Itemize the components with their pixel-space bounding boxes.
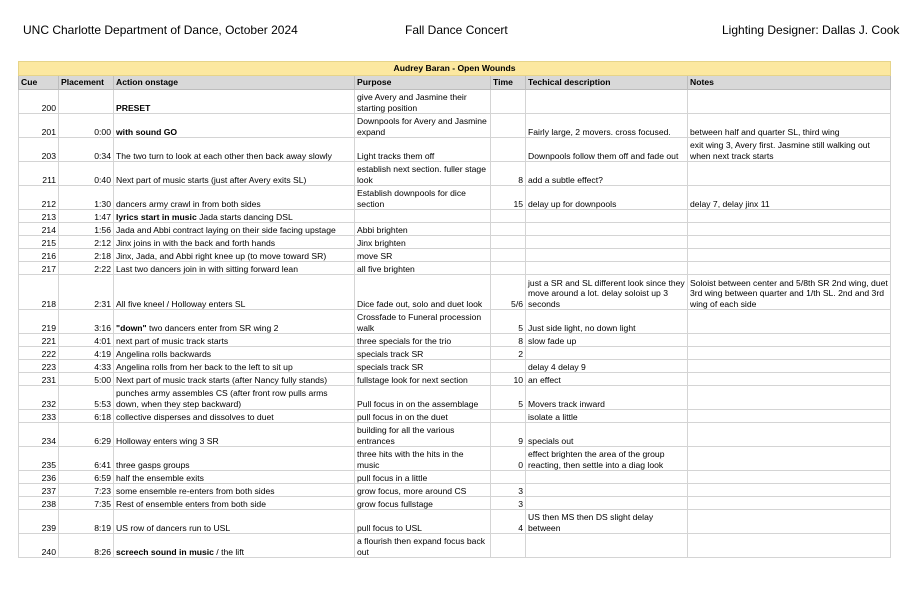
purpose-cell: fullstage look for next section [355, 373, 491, 386]
purpose-cell: Crossfade to Funeral procession walk [355, 310, 491, 334]
time-cell: 5/6 [491, 275, 526, 310]
time-cell [491, 471, 526, 484]
document-header-right: Lighting Designer: Dallas J. Cook [722, 23, 900, 37]
action-text: Rest of ensemble enters from both side [116, 498, 266, 509]
time-cell [491, 410, 526, 423]
time-cell [491, 223, 526, 236]
notes-cell: Soloist between center and 5/8th SR 2nd wing, duet 3rd wing between quarter and 1/th SL. 2nd and 3rd wing of each side [688, 275, 891, 310]
placement-cell: 2:22 [59, 262, 114, 275]
cue-number-cell: 221 [19, 334, 59, 347]
table-row [19, 360, 891, 373]
cue-number-cell: 214 [19, 223, 59, 236]
placement-cell: 1:30 [59, 186, 114, 210]
action-cell [114, 360, 355, 373]
table-row [19, 410, 891, 423]
placement-cell: 8:19 [59, 510, 114, 534]
time-cell [491, 236, 526, 249]
action-text: Last two dancers join in with sitting forward lean [116, 263, 298, 274]
time-cell [491, 114, 526, 138]
technical-description-cell [526, 262, 688, 275]
notes-cell [688, 447, 891, 471]
notes-cell [688, 360, 891, 373]
cue-number-cell: 233 [19, 410, 59, 423]
column-header-action: Action onstage [114, 76, 355, 90]
action-cell [114, 471, 355, 484]
placement-cell: 0:40 [59, 162, 114, 186]
action-cell [114, 210, 355, 223]
cue-number-cell: 239 [19, 510, 59, 534]
action-text: Holloway enters wing 3 SR [116, 435, 219, 446]
cue-number-cell: 232 [19, 386, 59, 410]
action-cell [114, 162, 355, 186]
table-row [19, 373, 891, 386]
column-header-tech: Techical description [526, 76, 688, 90]
table-row [19, 114, 891, 138]
action-cell [114, 410, 355, 423]
time-cell: 2 [491, 347, 526, 360]
technical-description-cell: add a subtle effect? [526, 162, 688, 186]
technical-description-cell: US then MS then DS slight delay between [526, 510, 688, 534]
notes-cell: exit wing 3, Avery first. Jasmine still walking out when next track starts [688, 138, 891, 162]
technical-description-cell [526, 249, 688, 262]
action-text: punches army assembles CS (after front row pulls arms down, when they step backward) [116, 388, 328, 409]
cue-number-cell: 240 [19, 534, 59, 558]
placement-cell: 4:19 [59, 347, 114, 360]
time-cell: 3 [491, 484, 526, 497]
placement-cell: 5:53 [59, 386, 114, 410]
action-text: Jada and Abbi contract laying on their side facing upstage [116, 224, 336, 235]
notes-cell [688, 210, 891, 223]
action-cell [114, 275, 355, 310]
notes-cell [688, 262, 891, 275]
technical-description-cell [526, 534, 688, 558]
technical-description-cell [526, 484, 688, 497]
cue-number-cell: 211 [19, 162, 59, 186]
action-cell [114, 186, 355, 210]
notes-cell [688, 423, 891, 447]
document-header-left: UNC Charlotte Department of Dance, October 2024 [23, 23, 298, 37]
action-emphasis-text: with sound GO [116, 126, 178, 137]
notes-cell [688, 310, 891, 334]
cue-number-cell: 213 [19, 210, 59, 223]
purpose-cell: establish next section. fuller stage look [355, 162, 491, 186]
column-header-row [19, 76, 891, 90]
notes-cell [688, 484, 891, 497]
action-text: two dancers enter from SR wing 2 [146, 322, 279, 333]
document-header-center: Fall Dance Concert [405, 23, 508, 37]
time-cell [491, 249, 526, 262]
technical-description-cell: effect brighten the area of the group reacting, then settle into a diag look [526, 447, 688, 471]
action-cell [114, 114, 355, 138]
table-row [19, 138, 891, 162]
column-header-notes: Notes [688, 76, 891, 90]
notes-cell [688, 534, 891, 558]
placement-cell: 2:18 [59, 249, 114, 262]
technical-description-cell: an effect [526, 373, 688, 386]
table-row [19, 423, 891, 447]
cue-number-cell: 219 [19, 310, 59, 334]
cue-number-cell: 237 [19, 484, 59, 497]
technical-description-cell: specials out [526, 423, 688, 447]
column-header-time: Time [491, 76, 526, 90]
time-cell [491, 210, 526, 223]
time-cell: 8 [491, 334, 526, 347]
action-text: collective disperses and dissolves to duet [116, 411, 274, 422]
placement-cell: 6:59 [59, 471, 114, 484]
time-cell: 8 [491, 162, 526, 186]
time-cell: 15 [491, 186, 526, 210]
action-cell [114, 310, 355, 334]
technical-description-cell [526, 90, 688, 114]
table-row [19, 534, 891, 558]
action-text: Jinx, Jada, and Abbi right knee up (to move toward SR) [116, 250, 327, 261]
notes-cell [688, 497, 891, 510]
time-cell: 0 [491, 447, 526, 471]
piece-title: Audrey Baran - Open Wounds [19, 62, 891, 76]
technical-description-cell: Fairly large, 2 movers. cross focused. [526, 114, 688, 138]
purpose-cell: grow focus, more around CS [355, 484, 491, 497]
purpose-cell: give Avery and Jasmine their starting position [355, 90, 491, 114]
action-cell [114, 262, 355, 275]
notes-cell [688, 386, 891, 410]
column-header-placement: Placement [59, 76, 114, 90]
notes-cell [688, 471, 891, 484]
notes-cell [688, 236, 891, 249]
notes-cell [688, 373, 891, 386]
placement-cell: 3:16 [59, 310, 114, 334]
action-text: three gasps groups [116, 459, 190, 470]
notes-cell [688, 347, 891, 360]
notes-cell [688, 510, 891, 534]
purpose-cell: pull focus to USL [355, 510, 491, 534]
notes-cell [688, 162, 891, 186]
action-cell [114, 334, 355, 347]
purpose-cell: Abbi brighten [355, 223, 491, 236]
purpose-cell: building for all the various entrances [355, 423, 491, 447]
table-row [19, 275, 891, 310]
table-row [19, 447, 891, 471]
placement-cell: 2:12 [59, 236, 114, 249]
table-row [19, 249, 891, 262]
time-cell: 5 [491, 386, 526, 410]
time-cell: 3 [491, 497, 526, 510]
time-cell [491, 534, 526, 558]
table-row [19, 510, 891, 534]
technical-description-cell [526, 210, 688, 223]
notes-cell [688, 334, 891, 347]
table-row [19, 334, 891, 347]
placement-cell: 6:29 [59, 423, 114, 447]
action-cell [114, 223, 355, 236]
cue-number-cell: 201 [19, 114, 59, 138]
cue-number-cell: 235 [19, 447, 59, 471]
placement-cell: 0:34 [59, 138, 114, 162]
purpose-cell: grow focus fullstage [355, 497, 491, 510]
action-emphasis-text: lyrics start in music [116, 211, 197, 222]
table-row [19, 347, 891, 360]
table-row [19, 162, 891, 186]
placement-cell: 1:56 [59, 223, 114, 236]
cue-number-cell: 234 [19, 423, 59, 447]
table-row [19, 497, 891, 510]
placement-cell: 7:23 [59, 484, 114, 497]
action-cell [114, 90, 355, 114]
placement-cell: 4:01 [59, 334, 114, 347]
notes-cell: between half and quarter SL, third wing [688, 114, 891, 138]
purpose-cell: Pull focus in on the assemblage [355, 386, 491, 410]
cue-number-cell: 222 [19, 347, 59, 360]
purpose-cell [355, 210, 491, 223]
cue-number-cell: 203 [19, 138, 59, 162]
cue-number-cell: 212 [19, 186, 59, 210]
table-row [19, 262, 891, 275]
cue-number-cell: 215 [19, 236, 59, 249]
action-text: Angelina rolls from her back to the left to sit up [116, 361, 293, 372]
purpose-cell: specials track SR [355, 360, 491, 373]
technical-description-cell [526, 471, 688, 484]
action-cell [114, 138, 355, 162]
technical-description-cell [526, 347, 688, 360]
cue-number-cell: 223 [19, 360, 59, 373]
action-text: next part of music track starts [116, 335, 229, 346]
purpose-cell: specials track SR [355, 347, 491, 360]
cue-number-cell: 218 [19, 275, 59, 310]
action-text: All five kneel / Holloway enters SL [116, 298, 246, 309]
placement-cell: 7:35 [59, 497, 114, 510]
action-cell [114, 510, 355, 534]
action-text: The two turn to look at each other then back away slowly [116, 150, 332, 161]
technical-description-cell [526, 497, 688, 510]
action-text: US row of dancers run to USL [116, 522, 231, 533]
cue-number-cell: 200 [19, 90, 59, 114]
placement-cell: 2:31 [59, 275, 114, 310]
action-cell [114, 386, 355, 410]
placement-cell: 6:41 [59, 447, 114, 471]
purpose-cell: Jinx brighten [355, 236, 491, 249]
action-cell [114, 236, 355, 249]
table-row [19, 90, 891, 114]
technical-description-cell: Movers track inward [526, 386, 688, 410]
action-cell [114, 534, 355, 558]
action-text: Angelina rolls backwards [116, 348, 212, 359]
action-cell [114, 373, 355, 386]
notes-cell [688, 249, 891, 262]
table-row [19, 484, 891, 497]
purpose-cell: pull focus in on the duet [355, 410, 491, 423]
action-text: half the ensemble exits [116, 472, 204, 483]
action-cell [114, 447, 355, 471]
purpose-cell: Dice fade out, solo and duet look [355, 275, 491, 310]
technical-description-cell: isolate a little [526, 410, 688, 423]
action-emphasis-text: "down" [116, 322, 147, 333]
table-row [19, 186, 891, 210]
technical-description-cell [526, 236, 688, 249]
cue-sheet-table [18, 61, 891, 558]
technical-description-cell: Just side light, no down light [526, 310, 688, 334]
cue-number-cell: 217 [19, 262, 59, 275]
notes-cell [688, 90, 891, 114]
notes-cell: delay 7, delay jinx 11 [688, 186, 891, 210]
column-header-cue: Cue [19, 76, 59, 90]
action-text: / the lift [213, 546, 244, 557]
action-cell [114, 423, 355, 447]
column-header-purpose: Purpose [355, 76, 491, 90]
purpose-cell: three specials for the trio [355, 334, 491, 347]
action-text: Jada starts dancing DSL [196, 211, 293, 222]
table-row [19, 310, 891, 334]
table-row [19, 386, 891, 410]
purpose-cell: pull focus in a little [355, 471, 491, 484]
cue-number-cell: 236 [19, 471, 59, 484]
technical-description-cell [526, 223, 688, 236]
technical-description-cell: just a SR and SL different look since they move around a lot. delay soloist up 3 seconds [526, 275, 688, 310]
technical-description-cell: slow fade up [526, 334, 688, 347]
time-cell [491, 262, 526, 275]
time-cell: 5 [491, 310, 526, 334]
technical-description-cell: Downpools follow them off and fade out [526, 138, 688, 162]
action-cell [114, 347, 355, 360]
action-text: Jinx joins in with the back and forth hands [116, 237, 276, 248]
purpose-cell: Establish downpools for dice section [355, 186, 491, 210]
placement-cell: 1:47 [59, 210, 114, 223]
action-cell [114, 497, 355, 510]
time-cell: 9 [491, 423, 526, 447]
cue-number-cell: 231 [19, 373, 59, 386]
table-row [19, 236, 891, 249]
cue-number-cell: 216 [19, 249, 59, 262]
action-text: Next part of music starts (just after Avery exits SL) [116, 174, 307, 185]
action-cell [114, 249, 355, 262]
technical-description-cell: delay 4 delay 9 [526, 360, 688, 373]
table-row [19, 223, 891, 236]
time-cell [491, 138, 526, 162]
technical-description-cell: delay up for downpools [526, 186, 688, 210]
table-row [19, 210, 891, 223]
action-emphasis-text: PRESET [116, 102, 151, 113]
placement-cell: 6:18 [59, 410, 114, 423]
notes-cell [688, 223, 891, 236]
purpose-cell: Light tracks them off [355, 138, 491, 162]
time-cell: 4 [491, 510, 526, 534]
action-text: Next part of music track starts (after Nancy fully stands) [116, 374, 328, 385]
action-emphasis-text: screech sound in music [116, 546, 214, 557]
placement-cell: 8:26 [59, 534, 114, 558]
table-title-row [19, 62, 891, 76]
table-row [19, 471, 891, 484]
placement-cell: 0:00 [59, 114, 114, 138]
purpose-cell: all five brighten [355, 262, 491, 275]
purpose-cell: Downpools for Avery and Jasmine expand [355, 114, 491, 138]
time-cell [491, 360, 526, 373]
time-cell: 10 [491, 373, 526, 386]
purpose-cell: move SR [355, 249, 491, 262]
action-text: some ensemble re-enters from both sides [116, 485, 275, 496]
time-cell [491, 90, 526, 114]
placement-cell [59, 90, 114, 114]
purpose-cell: three hits with the hits in the music [355, 447, 491, 471]
notes-cell [688, 410, 891, 423]
purpose-cell: a flourish then expand focus back out [355, 534, 491, 558]
placement-cell: 4:33 [59, 360, 114, 373]
action-text: dancers army crawl in from both sides [116, 198, 261, 209]
placement-cell: 5:00 [59, 373, 114, 386]
action-cell [114, 484, 355, 497]
cue-number-cell: 238 [19, 497, 59, 510]
